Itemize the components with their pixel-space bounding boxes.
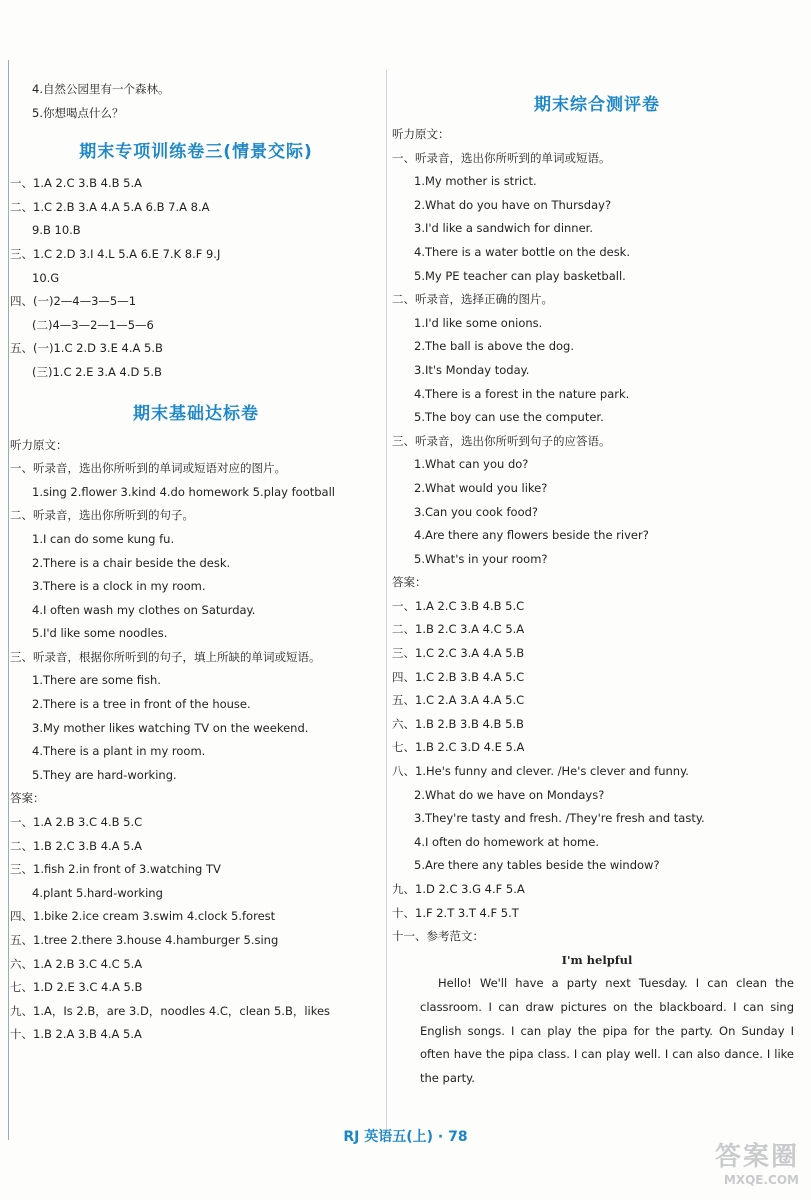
text-line: 听力原文： bbox=[10, 437, 68, 452]
text-line: 3.It's Monday today. bbox=[414, 362, 530, 377]
text-line: 2.There is a chair beside the desk. bbox=[32, 555, 231, 570]
answer-line: 六、1.B 2.B 3.B 4.B 5.B bbox=[392, 716, 524, 731]
answer-line: (二)4—3—2—1—5—6 bbox=[32, 317, 154, 332]
answer-line: 二、1.B 2.C 3.B 4.A 5.A bbox=[10, 838, 143, 853]
answer-line: 2.What do we have on Mondays? bbox=[414, 787, 605, 802]
column-divider bbox=[386, 70, 387, 1130]
answer-line: 六、1.A 2.B 3.C 4.C 5.A bbox=[10, 956, 143, 971]
text-line: 三、听录音，选出你所听到句子的应答语。 bbox=[392, 433, 611, 448]
section-title: 期末综合测评卷 bbox=[534, 95, 660, 115]
answer-line: 八、1.He's funny and clever. /He's clever and funny. bbox=[392, 764, 689, 779]
left-column bbox=[10, 78, 382, 1047]
answer-line: 三、1.C 2.C 3.A 4.A 5.B bbox=[392, 646, 525, 661]
watermark-url: MXQE.COM bbox=[723, 1173, 799, 1187]
text-line: 2.The ball is above the dog. bbox=[414, 339, 574, 354]
answer-line: 二、1.B 2.C 3.A 4.C 5.A bbox=[392, 622, 525, 637]
watermark-text: 答案圈 bbox=[714, 1142, 799, 1172]
section-title: 期末专项训练卷三(情景交际) bbox=[79, 142, 313, 163]
text-line: 2.What would you like? bbox=[414, 480, 548, 495]
text-line: 5.I'd like some noodles. bbox=[32, 626, 168, 641]
answer-line: 10.G bbox=[32, 270, 60, 285]
text-line: 5.What's in your room? bbox=[414, 551, 548, 566]
text-line: 4.There is a forest in the nature park. bbox=[414, 386, 630, 401]
text-line: 1.My mother is strict. bbox=[414, 174, 537, 189]
answer-line: 一、1.A 2.C 3.B 4.B 5.C bbox=[392, 598, 525, 613]
answer-line: (三)1.C 2.E 3.A 4.D 5.B bbox=[32, 364, 162, 379]
text-line: 4.There is a water bottle on the desk. bbox=[414, 244, 631, 259]
text-line: 4.自然公园里有一个森林。 bbox=[32, 82, 170, 96]
answer-line: 四、(一)2—4—3—5—1 bbox=[10, 294, 137, 309]
answer-line: 四、1.bike 2.ice cream 3.swim 4.clock 5.forest bbox=[10, 909, 276, 924]
text-line: 5.你想喝点什么？ bbox=[32, 105, 124, 120]
answer-line: 5.Are there any tables beside the window? bbox=[414, 858, 660, 873]
answer-line: 二、1.C 2.B 3.A 4.A 5.A 6.B 7.A 8.A bbox=[10, 199, 210, 214]
answer-line: 三、1.C 2.D 3.I 4.L 5.A 6.E 7.K 8.F 9.J bbox=[10, 246, 221, 261]
text-line: 1.I'd like some onions. bbox=[414, 315, 543, 330]
text-line: 三、听录音，根据你所听到的句子，填上所缺的单词或短语。 bbox=[10, 649, 321, 664]
text-line: 3.There is a clock in my room. bbox=[32, 579, 206, 594]
answer-line: 一、1.A 2.B 3.C 4.B 5.C bbox=[10, 815, 143, 830]
binding-line bbox=[8, 60, 9, 1140]
answer-line: 4.plant 5.hard-working bbox=[32, 885, 163, 900]
text-line: 一、听录音，选出你所听到的单词或短语。 bbox=[392, 150, 611, 165]
answer-line: 十、1.F 2.T 3.T 4.F 5.T bbox=[392, 905, 519, 920]
text-line: 答案： bbox=[392, 575, 427, 590]
text-line: 3.My mother likes watching TV on the weekend. bbox=[32, 720, 309, 735]
text-line: 一、听录音，选出你所听到的单词或短语对应的图片。 bbox=[10, 461, 286, 476]
text-line: 2.There is a tree in front of the house. bbox=[32, 697, 251, 712]
text-line: 1.I can do some kung fu. bbox=[32, 531, 175, 546]
answer-line: 一、1.A 2.C 3.B 4.B 5.A bbox=[10, 176, 143, 191]
answer-line: 9.B 10.B bbox=[32, 223, 81, 238]
answer-line: 九、1.A，Is 2.B，are 3.D，noodles 4.C，clean 5.B，likes bbox=[10, 1003, 331, 1018]
text-line: 答案： bbox=[10, 791, 45, 806]
text-line: 5.My PE teacher can play basketball. bbox=[414, 268, 626, 283]
text-line: 3.I'd like a sandwich for dinner. bbox=[414, 221, 593, 236]
text-line: 1.sing 2.flower 3.kind 4.do homework 5.play football bbox=[32, 484, 335, 499]
essay-paragraph: Hello! We'll have a party next Tuesday. I can clean the classroom. I can draw pictures on the blackboard. I can sing English songs. I can play the pipa for the party. On Sunday I often have the pipa class. I can play well. I can also dance. I like the party. bbox=[420, 976, 794, 1085]
text-line: 5.They are hard-working. bbox=[32, 767, 177, 782]
text-line: 1.There are some fish. bbox=[32, 673, 161, 688]
answer-line: 3.They're tasty and fresh. /They're fresh and tasty. bbox=[414, 811, 705, 826]
watermark-logo bbox=[703, 1136, 799, 1192]
text-line: 二、听录音，选出你所听到的句子。 bbox=[10, 508, 194, 523]
answer-line: 十一、参考范文： bbox=[392, 929, 484, 944]
answer-line: 五、1.tree 2.there 3.house 4.hamburger 5.sing bbox=[10, 933, 279, 947]
page-footer: RJ 英语五(上) · 78 bbox=[343, 1129, 468, 1145]
answer-line: 十、1.B 2.A 3.B 4.A 5.A bbox=[10, 1027, 142, 1042]
essay-title: I'm helpful bbox=[561, 952, 633, 967]
answer-line: 4.I often do homework at home. bbox=[414, 834, 599, 849]
text-line: 1.What can you do? bbox=[414, 457, 529, 472]
text-line: 2.What do you have on Thursday? bbox=[414, 197, 612, 212]
text-line: 二、听录音，选择正确的图片。 bbox=[392, 292, 553, 307]
answer-line: 七、1.B 2.C 3.D 4.E 5.A bbox=[392, 740, 525, 755]
right-column bbox=[392, 78, 802, 1090]
text-line: 4.I often wash my clothes on Saturday. bbox=[32, 602, 256, 617]
answer-line: 三、1.fish 2.in front of 3.watching TV bbox=[10, 862, 221, 877]
text-line: 5.The boy can use the computer. bbox=[414, 410, 604, 425]
answer-line: 五、1.C 2.A 3.A 4.A 5.C bbox=[392, 693, 525, 708]
text-line: 4.Are there any flowers beside the river? bbox=[414, 528, 649, 543]
answer-line: 九、1.D 2.C 3.G 4.F 5.A bbox=[392, 882, 525, 896]
answer-line: 七、1.D 2.E 3.C 4.A 5.B bbox=[10, 980, 143, 995]
text-line: 听力原文： bbox=[392, 127, 450, 141]
answer-line: 四、1.C 2.B 3.B 4.A 5.C bbox=[392, 669, 525, 684]
section-title: 期末基础达标卷 bbox=[133, 403, 259, 424]
answer-line: 五、(一)1.C 2.D 3.E 4.A 5.B bbox=[10, 341, 163, 356]
text-line: 4.There is a plant in my room. bbox=[32, 744, 206, 759]
text-line: 3.Can you cook food? bbox=[414, 504, 539, 519]
